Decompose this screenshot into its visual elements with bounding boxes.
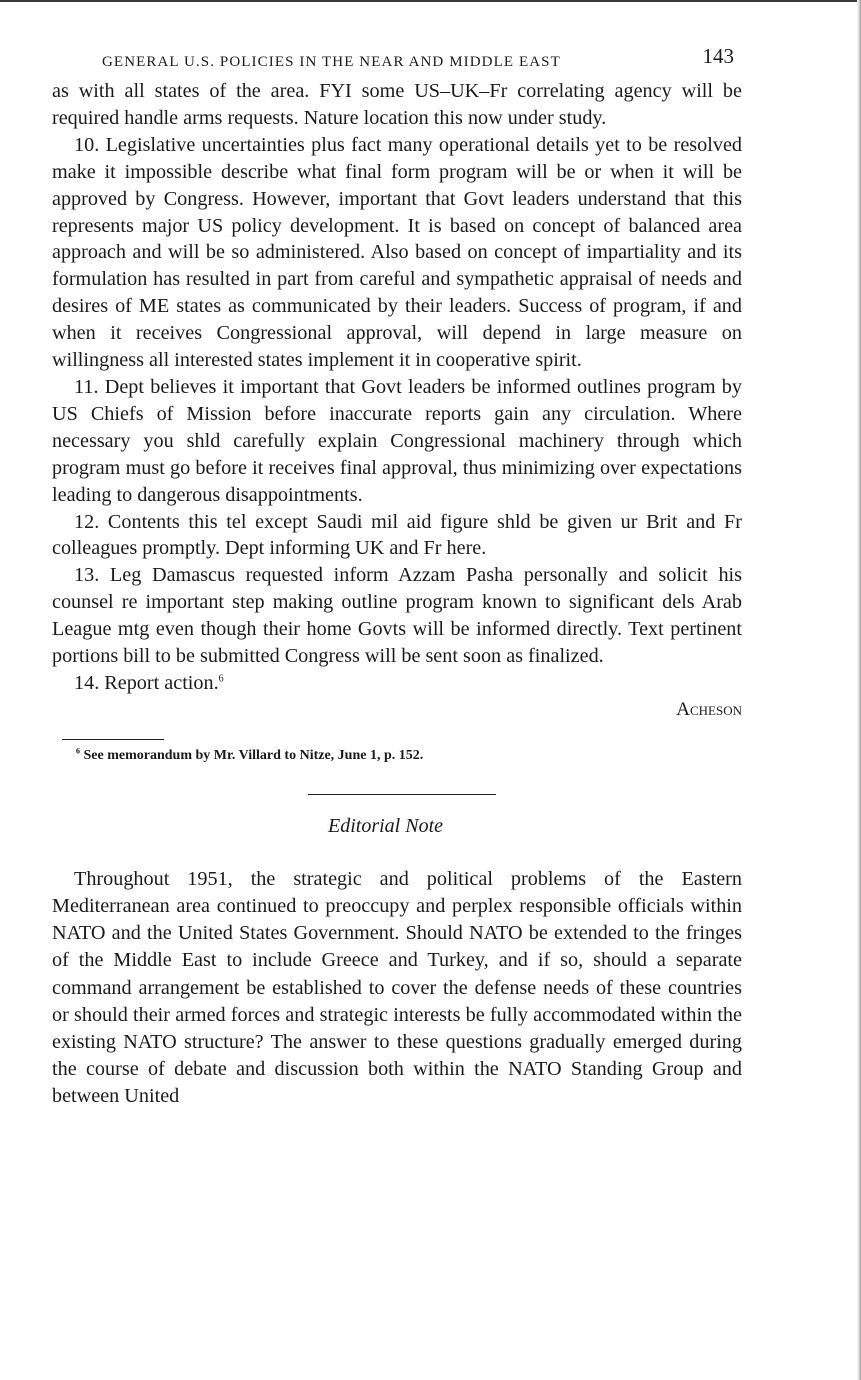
footnote-marker: 6 — [76, 746, 80, 756]
editorial-note-heading: Editorial Note — [328, 814, 443, 837]
page-top-edge — [0, 0, 861, 2]
paragraph-12: 12. Contents this tel except Saudi mil aid figure shld be given ur Brit and Fr colleagues promptly. Dept informing UK and Fr here. — [52, 510, 742, 560]
page-number: 143 — [702, 44, 734, 68]
footnote-rule — [62, 739, 164, 740]
page-right-edge — [857, 0, 861, 1380]
footnote-text: See memorandum by Mr. Villard to Nitze, June 1, p. 152. — [83, 747, 424, 763]
signature: Acheson — [676, 698, 742, 720]
footnote-ref-6: 6 — [218, 673, 224, 685]
running-head — [52, 44, 742, 78]
footnote — [76, 746, 742, 766]
paragraph-continued: as with all states of the area. FYI some US–UK–Fr correlating agency will be required handle arms requests. Nature location this now under study. — [52, 80, 742, 129]
running-head-title: GENERAL U.S. POLICIES IN THE NEAR AND MIDDLE EAST — [102, 54, 561, 70]
paragraph-14 — [52, 670, 742, 697]
paragraph-10: 10. Legislative uncertainties plus fact many operational details yet to be resolved make it impossible describe what final form program will be or when it will be approved by Congress. However, important that Govt leaders understand that this represents major US policy development. It is based on concept of balanced area approach and will be so administered. Also based on concept of impartiality and its formulation has resulted in part from careful and sympathetic appraisal of needs and desires of ME states as communicated by their leaders. Success of program, if and when it receives Congressional approval, will depend in large measure on willingness all interested states implement it in cooperative spirit. — [52, 133, 742, 372]
document-page — [52, 44, 742, 1111]
telegram-body — [52, 78, 742, 725]
section-divider — [308, 794, 496, 795]
editorial-note-body — [52, 866, 742, 1111]
paragraph-14-text: 14. Report action. — [74, 671, 219, 694]
paragraph-11: 11. Dept believes it important that Govt leaders be informed outlines program by US Chiefs of Mission before inaccurate reports gain any circulation. Where necessary you shld carefully explain Congressional machinery through which program must go before it receives final approval, thus minimizing over expectations leading to dangerous disappointments. — [52, 375, 742, 506]
paragraph-13: 13. Leg Damascus requested inform Azzam Pasha personally and solicit his counsel re important step making outline program known to significant dels Arab League mtg even though their home Govts will be informed directly. Text pertinent portions bill to be submitted Congress will be sent soon as finalized. — [52, 564, 742, 668]
editorial-note-paragraph: Throughout 1951, the strategic and political problems of the Eastern Mediterranean area continued to preoccupy and perplex responsible officials within NATO and the United States Government. Should NATO be extended to the fringes of the Middle East to include Greece and Turkey, and if so, should a separate command arrangement be established to cover the defense needs of these countries or should their armed forces and strategic interests be fully accommodated within the existing NATO structure? The answer to these questions gradually emerged during the course of debate and discussion both within the NATO Standing Group and between United — [52, 867, 742, 1108]
